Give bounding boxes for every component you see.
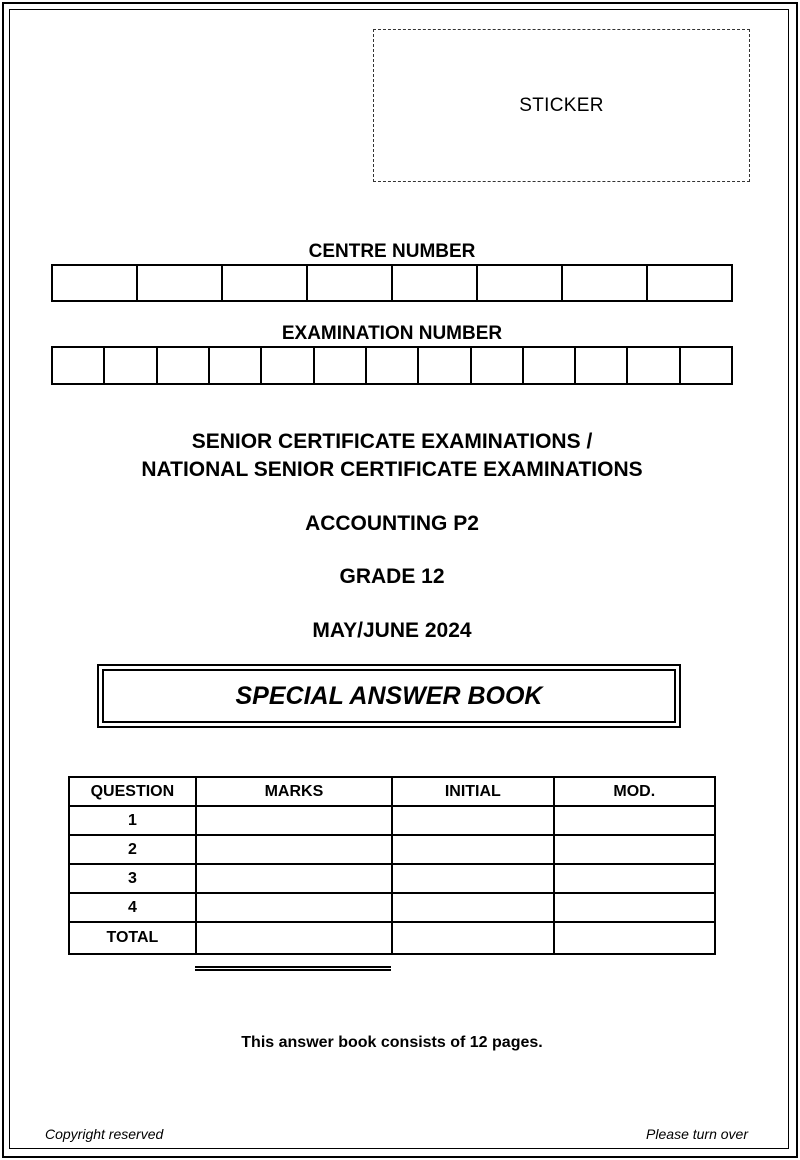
examination-number-digit-box[interactable] xyxy=(367,348,419,383)
examination-number-digit-box[interactable] xyxy=(628,348,680,383)
marks-cell[interactable] xyxy=(196,893,392,922)
examination-number-digit-box[interactable] xyxy=(419,348,471,383)
mod-cell[interactable] xyxy=(554,893,715,922)
centre-number-digit-box[interactable] xyxy=(478,266,563,300)
centre-number-digit-box[interactable] xyxy=(223,266,308,300)
marks-cell[interactable] xyxy=(196,835,392,864)
question-number: 2 xyxy=(69,835,196,864)
subject-title: ACCOUNTING P2 xyxy=(305,512,479,535)
marks-cell[interactable] xyxy=(196,806,392,835)
special-answer-book-label: SPECIAL ANSWER BOOK xyxy=(235,681,543,710)
total-double-underline xyxy=(195,966,391,971)
centre-number-digit-box[interactable] xyxy=(648,266,731,300)
question-number: 3 xyxy=(69,864,196,893)
examination-number-digit-box[interactable] xyxy=(210,348,262,383)
marks-table-header-row xyxy=(69,777,715,806)
footer-turn-over: Please turn over xyxy=(646,1126,748,1142)
grade-title: GRADE 12 xyxy=(339,565,445,588)
initial-cell[interactable] xyxy=(392,893,553,922)
centre-number-digit-box[interactable] xyxy=(53,266,138,300)
exam-title-line-1: SENIOR CERTIFICATE EXAMINATIONS / xyxy=(191,430,593,453)
examination-number-digit-box[interactable] xyxy=(53,348,105,383)
total-mod-cell[interactable] xyxy=(554,922,715,954)
examination-number-boxes[interactable] xyxy=(51,346,733,385)
examination-number-digit-box[interactable] xyxy=(524,348,576,383)
question-number: 4 xyxy=(69,893,196,922)
initial-cell[interactable] xyxy=(392,806,553,835)
total-initial-cell[interactable] xyxy=(392,922,553,954)
table-row xyxy=(69,835,715,864)
total-marks-cell[interactable] xyxy=(196,922,392,954)
sticker-label: STICKER xyxy=(519,94,604,116)
centre-number-digit-box[interactable] xyxy=(393,266,478,300)
mod-cell[interactable] xyxy=(554,835,715,864)
footer-copyright: Copyright reserved xyxy=(45,1126,164,1142)
exam-title-line-2: NATIONAL SENIOR CERTIFICATE EXAMINATIONS xyxy=(141,458,643,481)
centre-number-digit-box[interactable] xyxy=(138,266,223,300)
mod-cell[interactable] xyxy=(554,864,715,893)
table-row xyxy=(69,864,715,893)
header-question: QUESTION xyxy=(69,777,196,806)
marks-table xyxy=(68,776,716,955)
examination-number-digit-box[interactable] xyxy=(576,348,628,383)
session-title: MAY/JUNE 2024 xyxy=(312,619,472,642)
total-label: TOTAL xyxy=(69,922,196,954)
examination-number-digit-box[interactable] xyxy=(262,348,314,383)
centre-number-label: CENTRE NUMBER xyxy=(308,241,476,262)
examination-number-digit-box[interactable] xyxy=(158,348,210,383)
header-mod: MOD. xyxy=(554,777,715,806)
header-marks: MARKS xyxy=(196,777,392,806)
examination-number-digit-box[interactable] xyxy=(315,348,367,383)
mod-cell[interactable] xyxy=(554,806,715,835)
special-answer-book-banner xyxy=(97,664,681,728)
marks-cell[interactable] xyxy=(196,864,392,893)
total-row xyxy=(69,922,715,954)
examination-number-digit-box[interactable] xyxy=(472,348,524,383)
centre-number-digit-box[interactable] xyxy=(563,266,648,300)
question-number: 1 xyxy=(69,806,196,835)
table-row xyxy=(69,806,715,835)
centre-number-boxes[interactable] xyxy=(51,264,733,302)
pages-note: This answer book consists of 12 pages. xyxy=(241,1034,543,1051)
examination-number-label: EXAMINATION NUMBER xyxy=(281,323,503,344)
centre-number-digit-box[interactable] xyxy=(308,266,393,300)
examination-number-digit-box[interactable] xyxy=(681,348,731,383)
header-initial: INITIAL xyxy=(392,777,553,806)
sticker-box xyxy=(373,29,750,182)
initial-cell[interactable] xyxy=(392,835,553,864)
initial-cell[interactable] xyxy=(392,864,553,893)
examination-number-digit-box[interactable] xyxy=(105,348,157,383)
table-row xyxy=(69,893,715,922)
